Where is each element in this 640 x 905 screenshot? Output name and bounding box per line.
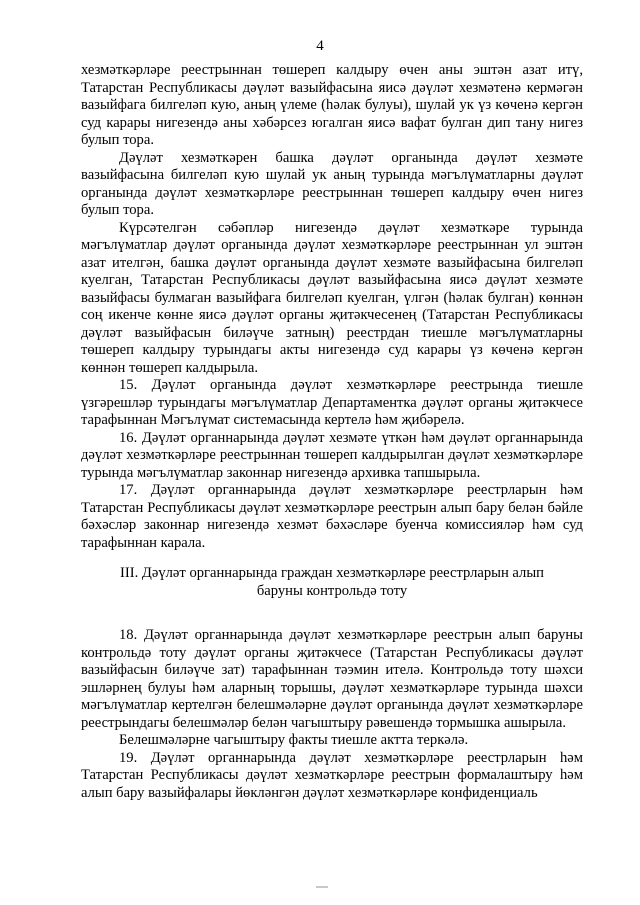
paragraph: Күрсәтелгән сәбәпләр нигезендә дәүләт хезмәткәре турында мәгълүматлар дәүләт органында дәүләт хезмәткәрләре реестрыннан ул эштән азат ителгән, башка дәүләт органында дәүләт хезмәте вазыйфасына билгеләп куелган, Татарстан Республикасы дәүләт вазыйфасына яисә дәүләт хезмәте вазыйфасы булмаган вазыйфага билгеләп куелган, үлгән (һәлак булган) көннән соң икенче көнне яисә дәүләт органы җитәкчесенең (Татарстан Республикасы дәүләт вазыйфасын биләүче затның) реестрдан тиешле мәгълүматларны төшереп калдыру турындагы акты нигезендә суд карары үз көченә кергән көннән төшереп калдырыла.: [81, 219, 583, 376]
footer-mark: [316, 886, 328, 888]
section-heading-line: III. Дәүләт органнарында граждан хезмәткәрләре реестрларын алып: [120, 565, 544, 581]
document-body: [81, 62, 583, 802]
paragraph-item-19: 19. Дәүләт органнарында дәүләт хезмәткәрләре реестрларын һәм Татарстан Республикасы дәүләт хезмәткәрләре реестрын формалаштыру һәм алып бару вазыйфалары йөкләнгән дәүләт хезмәткәрләре конфиденциаль: [81, 749, 583, 801]
paragraph: Дәүләт хезмәткәрен башка дәүләт органында дәүләт хезмәте вазыйфасына билгеләп кую шулай ук аның турында мәгълүматларны дәүләт органында дәүләт хезмәткәрләре реестрыннан төшереп калдыру өчен нигез булып тора.: [81, 149, 583, 218]
paragraph-item-15: 15. Дәүләт органында дәүләт хезмәткәрләре реестрында тиешле үзгәрешләр турындагы мәгълүматлар Департаментка дәүләт органы җитәкчесе тарафыннан Мәгълүмат системасында кертелә һәм җибәрелә.: [81, 377, 583, 428]
page-number: 4: [316, 38, 324, 54]
paragraph: Белешмәләрне чагыштыру факты тиешле актта теркәлә.: [119, 732, 469, 748]
paragraph-item-18: 18. Дәүләт органнарында дәүләт хезмәткәрләре реестрын алып баруны контрольдә тоту дәүләт органы җитәкчесе (Татарстан Республикасы дәүләт вазыйфасын биләүче зат) тарафыннан тәэмин ителә. Контрольдә тоту шәхси эшләрнең булуы һәм аларның торышы, дәүләт хезмәткәрләре турында шәхси мәгълүматлар кертелгән белешмәләрне дәүләт органында дәүләт хезмәткәрләре реестрындагы белешмәләр белән чагыштыру рәвешендә тормышка ашырыла.: [81, 627, 583, 731]
paragraph-item-16: 16. Дәүләт органнарында дәүләт хезмәте үткән һәм дәүләт органнарында дәүләт хезмәткәрләре реестрыннан төшереп калдырылган дәүләт хезмәткәрләре турында мәгълүматлар законнар нигезендә архивка тапшырыла.: [81, 429, 583, 481]
paragraph-continuation: хезмәткәрләре реестрыннан төшереп калдыру өчен аны эштән азат итү, Татарстан Республикасы дәүләт вазыйфасына яисә дәүләт хезмәтенә кермәгән вазыйфага билгеләп кую, аның үлеме (һәлак булуы), шулай ук үз көченә кергән суд карары нигезендә аны хәбәрсез югалган яисә вафат булган дип тану нигез булып тора.: [81, 62, 583, 148]
section-heading: [81, 565, 583, 600]
paragraph-item-17: 17. Дәүләт органнарында дәүләт хезмәткәрләре реестрларын һәм Татарстан Республикасы дәүләт хезмәткәрләре реестрын алып бару белән бәйле бәхәсләр законнар нигезендә хезмәт бәхәсләре буенча комиссияләр һәм суд тарафыннан карала.: [81, 482, 583, 551]
section-heading-line: баруны контрольдә тоту: [256, 582, 408, 599]
